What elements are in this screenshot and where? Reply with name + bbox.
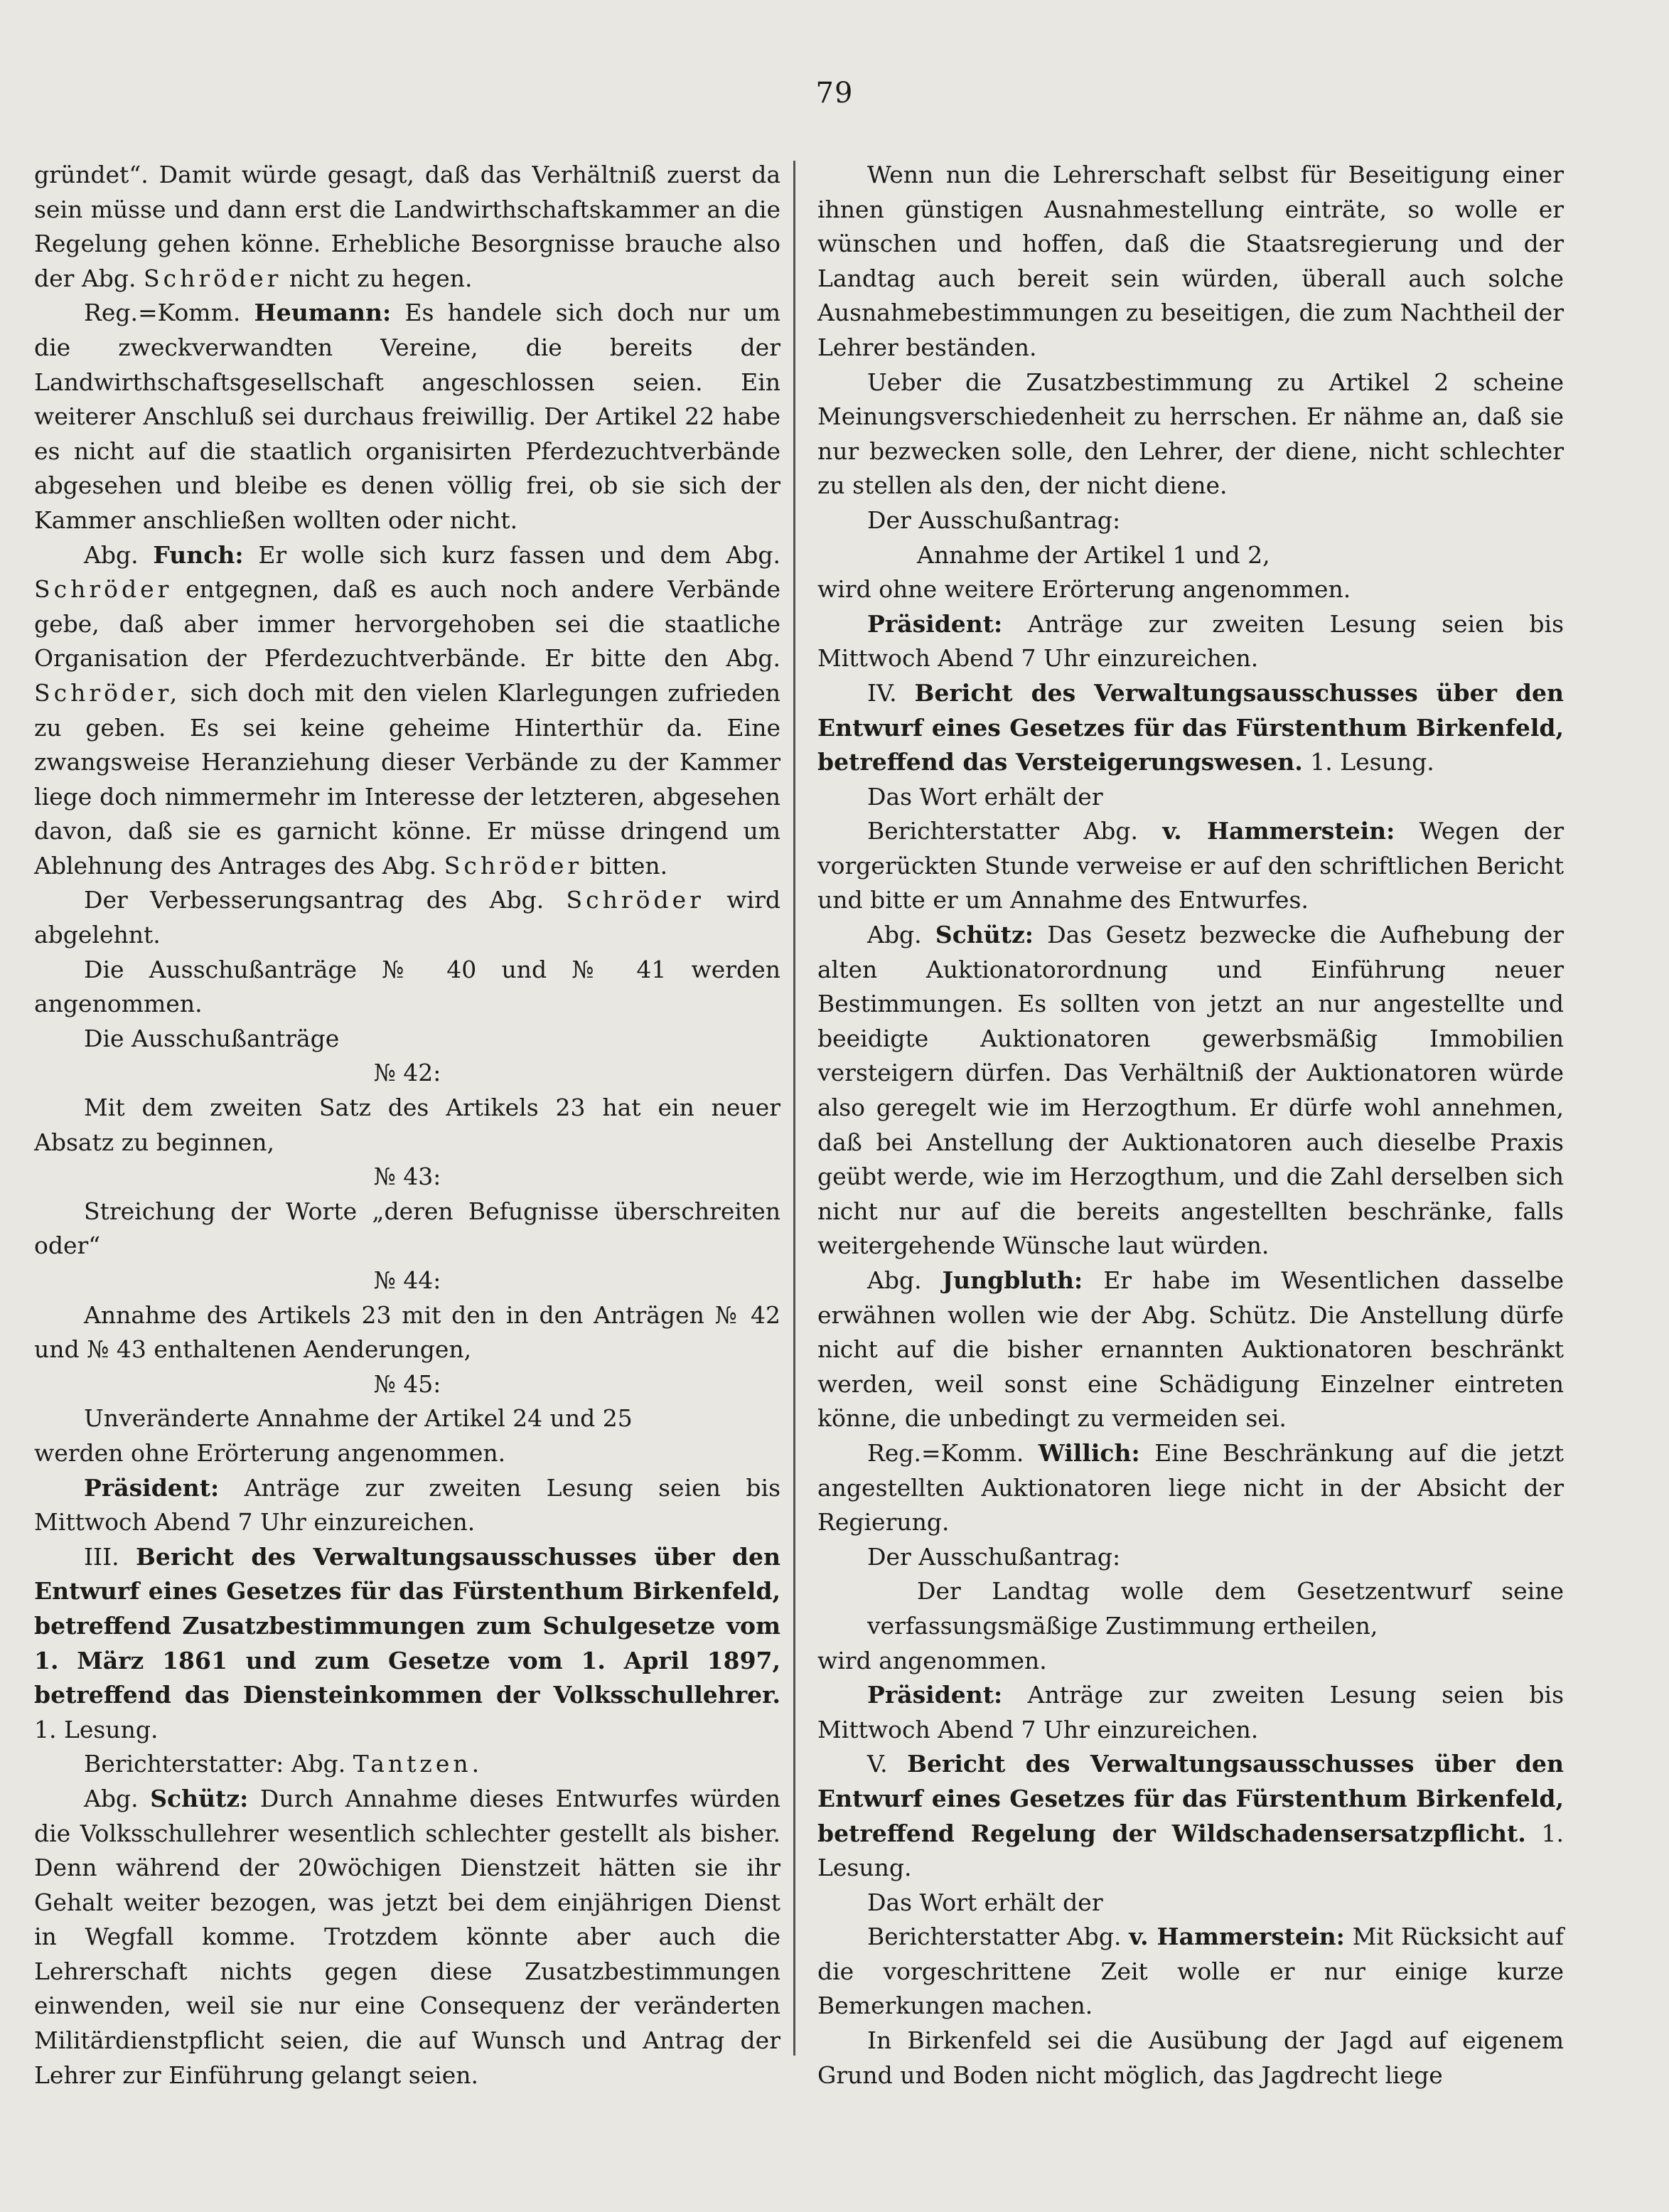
speaker-name: v. Hammerstein: — [1129, 1923, 1345, 1951]
paragraph: Das Wort erhält der — [867, 782, 1103, 811]
paragraph: wird angenommen. — [817, 1646, 1047, 1674]
paragraph: Abg. Schütz: Durch Annahme dieses Entwurfes würden die Volksschullehrer wesentlich schlechter gestellt als bisher. Denn während der 20wöchigen Dienstzeit hätten sie ihr Gehalt weiter bezogen, was jetzt bei dem einjährigen Dienst in Wegfall komme. Trotzdem könnte aber auch die Lehrerschaft nichts gegen diese Zusatzbestimmungen einwenden, weil sie nur eine Consequenz der veränderten Militärdienstpflicht seien, die auf Wunsch und Antrag der Lehrer zur Einführung gelangt seien. — [34, 1784, 781, 2089]
paragraph: Reg.=Komm. Willich: Eine Beschränkung auf die jetzt angestellten Auktionatoren liege nicht in der Absicht der Regierung. — [817, 1438, 1564, 1537]
paragraph: Berichterstatter: Abg. Tantzen. — [84, 1750, 483, 1778]
paragraph: Berichterstatter Abg. v. Hammerstein: Wegen der vorgerückten Stunde verweise er auf den schriftlichen Bericht und bitte er um Annahme des Entwurfes. — [817, 817, 1564, 914]
speaker-name: Heumann: — [254, 299, 392, 327]
paragraph: Annahme des Artikels 23 mit den in den Anträgen № 42 und № 43 enthaltenen Aenderungen, — [34, 1300, 780, 1364]
section-heading: IV. Bericht des Verwaltungsausschusses über den Entwurf eines Gesetzes für das Fürstenthum Birkenfeld, betreffend das Versteigerungswesen. 1. Lesung. — [817, 678, 1564, 776]
paragraph: Wenn nun die Lehrerschaft selbst für Beseitigung einer ihnen günstigen Ausnahmestellung einträte, so wolle er wünschen und hoffen, daß die Staatsregierung und der Landtag auch bereit sein würden, überall auch solche Ausnahmebestimmungen zu beseitigen, die zum Nachtheil der Lehrer beständen. — [817, 161, 1564, 361]
speaker-name: Schröder, — [34, 678, 181, 707]
paragraph: Präsident: Anträge zur zweiten Lesung seien bis Mittwoch Abend 7 Uhr einzureichen. — [34, 1473, 780, 1537]
speaker-name: Schröder — [34, 575, 173, 604]
motion-number: № 44: — [373, 1266, 441, 1294]
speaker-name: Jungbluth: — [942, 1266, 1083, 1294]
speaker-name: Schütz: — [150, 1784, 249, 1812]
motion-number: № 42: — [373, 1059, 441, 1087]
section-heading: III. Bericht des Verwaltungsausschusses über den Entwurf eines Gesetzes für das Fürstenthum Birkenfeld, betreffend Zusatzbestimmungen zum Schulgesetze vom 1. März 1861 und zum Gesetze vom 1. April 1897, betreffend das Diensteinkommen der Volksschullehrer. 1. Lesung. — [34, 1542, 780, 1743]
paragraph: Ueber die Zusatzbestimmung zu Artikel 2 scheine Meinungsverschiedenheit zu herrschen. Er nähme an, daß sie nur bezwecken solle, den Lehrer, der diene, nicht schlechter zu stellen als den, der nicht diene. — [817, 368, 1564, 500]
speaker-name: Schröder — [144, 264, 282, 292]
paragraph: Der Verbesserungsantrag des Abg. Schröder wird abgelehnt. — [34, 886, 780, 949]
speaker-name: Willich: — [1038, 1438, 1140, 1467]
paragraph: Abg. Schütz: Das Gesetz bezwecke die Aufhebung der alten Auktionatorordnung und Einführung neuer Bestimmungen. Es sollten von jetzt an nur angestellte und beeidigte Auktionatoren gewerbsmäßig Immobilien versteigern dürfen. Das Verhältniß der Auktionatoren würde also geregelt wie im Herzogthum. Er dürfe wohl annehmen, daß bei Anstellung der Auktionatoren auch dieselbe Praxis geübt werde, wie im Herzogthum, und die Zahl derselben sich nicht nur auf die bereits angestellten beschränke, falls weitergehende Wünsche laut würden. — [817, 921, 1564, 1260]
section-heading: V. Bericht des Verwaltungsausschusses über den Entwurf eines Gesetzes für das Fürstenthum Birkenfeld, betreffend Regelung der Wildschadensersatzpflicht. 1. Lesung. — [817, 1750, 1564, 1882]
paragraph: Das Wort erhält der — [867, 1888, 1103, 1916]
paragraph: Der Ausschußantrag: — [867, 1542, 1121, 1571]
paragraph: Mit dem zweiten Satz des Artikels 23 hat ein neuer Absatz zu beginnen, — [34, 1094, 780, 1156]
page-number: 79 — [815, 77, 854, 109]
paragraph: Abg. Funch: Er wolle sich kurz fassen und dem Abg. Schröder entgegnen, daß es auch noch andere Verbände gebe, daß aber immer hervorgehoben sei die staatliche Organisation der Pferdezuchtverbände. Er bitte den Abg. Schröder, sich doch mit den vielen Klarlegungen zufrieden zu geben. Es sei keine geheime Hinterthür da. Eine zwangsweise Heranziehung dieser Verbände zu der Kammer liege doch nimmermehr im Interesse der letzteren, abgesehen davon, daß sie es garnicht könne. Er müsse dringend um Ablehnung des Antrages des Abg. Schröder bitten. — [34, 540, 780, 880]
paragraph: Reg.=Komm. Heumann: Es handele sich doch nur um die zweckverwandten Vereine, die bereits der Landwirthschaftsgesellschaft angeschlossen seien. Ein weiterer Anschluß sei durchaus freiwillig. Der Artikel 22 habe es nicht auf die staatlich organisirten Pferdezuchtverbände abgesehen und bleibe es denen völlig frei, ob sie sich der Kammer anschließen wollten oder nicht. — [34, 299, 780, 534]
paragraph: Streichung der Worte „deren Befugnisse überschreiten oder“ — [34, 1197, 780, 1260]
paragraph: wird ohne weitere Erörterung angenommen. — [817, 575, 1351, 604]
paragraph: Abg. Jungbluth: Er habe im Wesentlichen dasselbe erwähnen wollen wie der Abg. Schütz. Die Anstellung dürfe nicht auf die bisher ernannten Auktionatoren beschränkt werden, weil sonst eine Schädigung Einzelner eintreten könne, die unbedingt zu vermeiden sei. — [817, 1266, 1565, 1433]
paragraph: Unveränderte Annahme der Artikel 24 und 25 — [84, 1404, 633, 1433]
paragraph: Der Landtag wolle dem Gesetzentwurf seine verfassungsmäßige Zustimmung ertheilen, — [867, 1577, 1564, 1640]
paragraph: Präsident: Anträge zur zweiten Lesung seien bis Mittwoch Abend 7 Uhr einzureichen. — [817, 1681, 1564, 1743]
paragraph: gründet“. Damit würde gesagt, daß das Verhältniß zuerst da sein müsse und dann erst die Landwirthschaftskammer an die Regelung gehen könne. Erhebliche Besorgnisse brauche also der Abg. Schröder nicht zu hegen. — [34, 161, 780, 292]
paragraph: Der Ausschußantrag: — [867, 506, 1121, 534]
paragraph: Präsident: Anträge zur zweiten Lesung seien bis Mittwoch Abend 7 Uhr einzureichen. — [817, 609, 1564, 673]
speaker-name: Präsident: — [84, 1473, 220, 1502]
motion-number: № 45: — [373, 1369, 441, 1398]
paragraph: In Birkenfeld sei die Ausübung der Jagd auf eigenem Grund und Boden nicht möglich, das Jagdrecht liege — [817, 2026, 1564, 2089]
left-column — [34, 158, 780, 2093]
speaker-name: Schütz: — [935, 921, 1034, 949]
paragraph: werden ohne Erörterung angenommen. — [34, 1438, 506, 1467]
speaker-name: Tantzen. — [353, 1750, 483, 1778]
column-divider — [793, 161, 795, 2056]
speaker-name: Schröder — [444, 851, 583, 880]
speaker-name: Präsident: — [867, 609, 1003, 638]
speaker-name: v. Hammerstein: — [1162, 817, 1395, 845]
paragraph: Die Ausschußanträge № 40 und № 41 werden angenommen. — [34, 955, 780, 1018]
paragraph: Annahme der Artikel 1 und 2, — [917, 540, 1270, 569]
speaker-name: Funch: — [153, 540, 244, 569]
paragraph: Berichterstatter Abg. v. Hammerstein: Mit Rücksicht auf die vorgeschrittene Zeit wolle er nur einige kurze Bemerkungen machen. — [817, 1923, 1564, 2020]
speaker-name: Schröder — [566, 886, 704, 914]
motion-number: № 43: — [373, 1163, 441, 1191]
right-column — [817, 158, 1564, 2093]
speaker-name: Präsident: — [867, 1681, 1003, 1709]
paragraph: Die Ausschußanträge — [84, 1024, 340, 1052]
